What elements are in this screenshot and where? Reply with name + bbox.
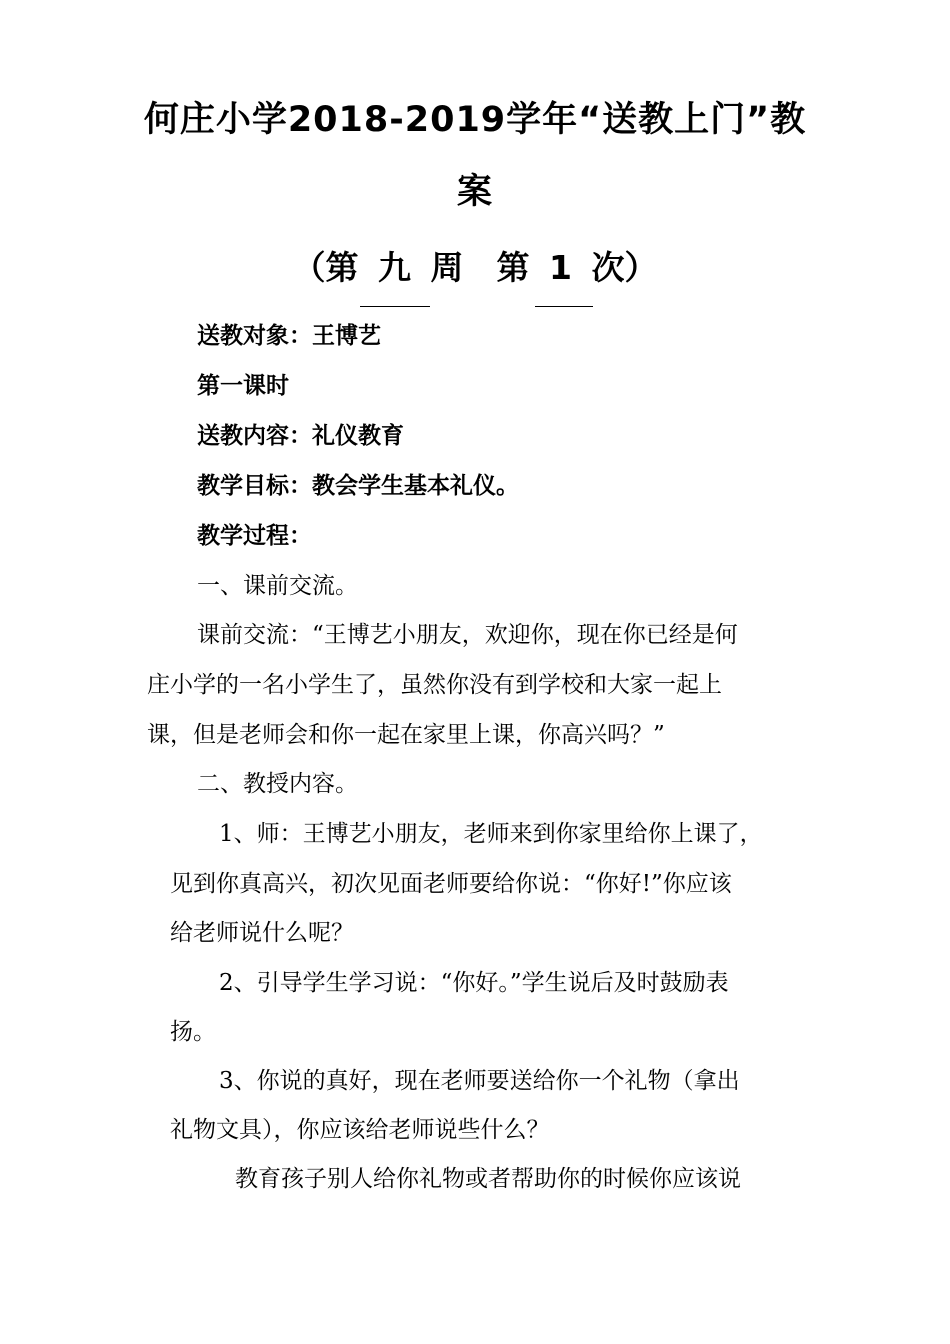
item-1-line: 见到你真高兴，初次见面老师要给你说：“你好!”你应该 (170, 871, 732, 897)
item-2-line: 扬。 (170, 1019, 216, 1045)
field-process: 教学过程： (197, 522, 312, 549)
field-content: 送教内容：礼仪教育 (197, 422, 404, 449)
field-goal: 教学目标：教会学生基本礼仪。 (197, 472, 519, 499)
note-line: 教育孩子别人给你礼物或者帮助你的时候你应该说 (235, 1166, 741, 1192)
section-1-paragraph-line: 课，但是老师会和你一起在家里上课，你高兴吗？” (147, 722, 665, 748)
section-1-heading: 一、课前交流。 (197, 573, 358, 599)
document-title-line-2: 案 (456, 172, 493, 212)
section-1-paragraph-line: 庄小学的一名小学生了，虽然你没有到学校和大家一起上 (147, 672, 722, 698)
section-2-heading: 二、教授内容。 (197, 771, 358, 797)
item-3-line: 3、你说的真好，现在老师要送给你一个礼物（拿出 (219, 1068, 740, 1094)
field-period: 第一课时 (197, 372, 289, 399)
item-2-line: 2、引导学生学习说：“你好。”学生说后及时鼓励表 (219, 970, 729, 996)
item-3-line: 礼物文具），你应该给老师说些什么？ (170, 1117, 550, 1143)
underline-week (360, 306, 430, 307)
document-subtitle: （第 九 周 第 1 次） (292, 248, 658, 287)
document-title-line-1: 何庄小学2018-2019学年“送教上门”教 (143, 100, 807, 140)
underline-session (535, 306, 593, 307)
item-1-line: 给老师说什么呢？ (170, 920, 354, 946)
section-1-paragraph-line: 课前交流：“王博艺小朋友，欢迎你，现在你已经是何 (197, 622, 738, 648)
item-1-line: 1、师：王博艺小朋友，老师来到你家里给你上课了， (219, 821, 763, 847)
field-target: 送教对象：王博艺 (197, 322, 381, 349)
